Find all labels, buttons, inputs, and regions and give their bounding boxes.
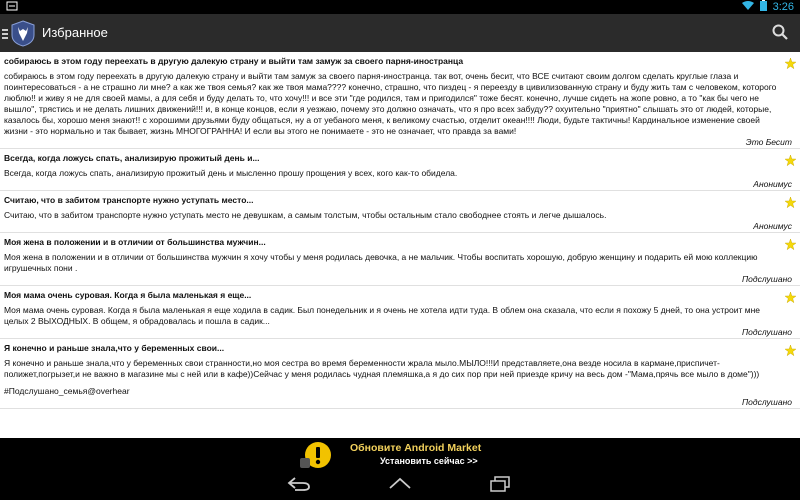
status-time: 3:26 bbox=[772, 1, 794, 13]
list-item[interactable] bbox=[0, 339, 800, 409]
home-icon[interactable] bbox=[388, 476, 412, 497]
item-source: Подслушано bbox=[742, 397, 792, 407]
recent-apps-icon[interactable] bbox=[488, 476, 512, 497]
ad-subtitle: Установить сейчас >> bbox=[380, 456, 478, 466]
star-icon[interactable] bbox=[785, 237, 796, 255]
ad-info-icon[interactable] bbox=[300, 458, 310, 468]
app-logo-icon[interactable] bbox=[10, 19, 36, 52]
item-title: собираюсь в этом году переехать в другую далекую страну и выйти там замуж за своего парня-иностранца bbox=[4, 56, 464, 66]
item-title: Моя мама очень суровая. Когда я была маленькая я еще... bbox=[4, 290, 252, 300]
item-text: Всегда, когда ложусь спать, анализирую прожитый день и мысленно прошу прощения у всех, кого как-то обидела. bbox=[4, 168, 458, 178]
menu-icon[interactable] bbox=[2, 26, 8, 44]
list-item[interactable] bbox=[0, 191, 800, 233]
list-item[interactable] bbox=[0, 233, 800, 286]
item-source: Анонимус bbox=[753, 221, 792, 231]
favorites-list[interactable] bbox=[0, 52, 800, 439]
item-text: собираюсь в этом году переехать в другую далекую страну и выйти там замуж за своего парня-иностранца. так вот, очень бесит, что ВСЕ считают своим долгом сделать круглые глаза и поинтересоваться - а не страшно ли мне? а как же твоя семья? как же твоя мама???? конечно, страшно, что пиздец - я переезду в цивилизованную страну и буду жить там с человеком, которого люблю!! и живу я не для своей мамы, а для себя и буду делать то, что хочу!!! и все эти "где родился, там и пригодился" тоже бесят. конечно, лучше сидеть на жопе ровно, а то "как бы чего не вышло", трястись и не делать лишних движений!!! и, в конце концов, если я уезжаю, почему это должно означать, что я про всех забуду?? охуительно "приятно" слышать это от людей, которые, казалось бы, хорошо меня знают!! с хорошими друзьями буду общаться, ну а от уебаного меня, к великому счастью, отделит океан!!!! Люди, будьте тактичны! Кардинальное изменение своей жизни - это нормально и так бывает, жизнь МНОГОГРАННА! И если вы этого не понимаете - это не означает, что правда за вами! bbox=[4, 71, 777, 136]
item-source: Подслушано bbox=[742, 274, 792, 284]
item-text: Моя мама очень суровая. Когда я была маленькая я еще ходила в садик. Был понедельник и я очень не хотела идти туда. В облем она сказала, что если я похожу 5 дней, то она устроит мне целых 2 ВЫХОДНЫХ. В общем, я обрадовалась и пошла в садик... bbox=[4, 305, 760, 326]
item-title: Считаю, что в забитом транспорте нужно уступать место... bbox=[4, 195, 254, 205]
wifi-icon bbox=[742, 1, 754, 14]
list-item[interactable] bbox=[0, 52, 800, 149]
star-icon[interactable] bbox=[785, 290, 796, 308]
navigation-bar bbox=[0, 470, 800, 500]
back-icon[interactable] bbox=[287, 476, 311, 497]
star-icon[interactable] bbox=[785, 56, 796, 74]
star-icon[interactable] bbox=[785, 343, 796, 361]
battery-icon bbox=[760, 0, 767, 14]
item-text: Я конечно и раньше знала,что у беременных свои странности,но моя сестра во время беременности жрала мыло.МЫЛО!!!И представляете,она везде носила в кармане,приспичет-полижет,погрызет,и не важно в магазине мы с ней или в кафе))Сейчас у меня родилась чудная племяшка,а я до сих пор при ней приезде кричу на весь дом -"Мама,прячь все мыло в доме"))) bbox=[4, 358, 760, 379]
page-title: Избранное bbox=[42, 25, 108, 40]
item-title: Я конечно и раньше знала,что у беременных свои... bbox=[4, 343, 225, 353]
item-title: Моя жена в положении и в отличии от большинства мужчин... bbox=[4, 237, 266, 247]
ad-banner[interactable] bbox=[300, 438, 500, 470]
item-hashtag: #Подслушано_семья@overhear bbox=[4, 386, 130, 396]
item-text: Считаю, что в забитом транспорте нужно уступать место не девушкам, а самым толстым, чтобы остальным стало свободнее стоять и легче дышалось. bbox=[4, 210, 607, 220]
item-source: Подслушано bbox=[742, 327, 792, 337]
search-icon[interactable] bbox=[772, 24, 788, 45]
notification-icon bbox=[6, 1, 18, 14]
list-item[interactable] bbox=[0, 286, 800, 339]
item-source: Анонимус bbox=[753, 179, 792, 189]
star-icon[interactable] bbox=[785, 195, 796, 213]
status-bar bbox=[0, 0, 800, 14]
item-source: Это Бесит bbox=[745, 137, 792, 147]
action-bar bbox=[0, 14, 800, 52]
star-icon[interactable] bbox=[785, 153, 796, 171]
item-text: Моя жена в положении и в отличии от большинства мужчин я хочу чтобы у меня родилась девочка, а не мальчик. Чтобы воспитать хорошую, добрую женщину и подарить ей мою коллекцию игрушечных пони . bbox=[4, 252, 758, 273]
ad-title: Обновите Android Market bbox=[350, 442, 482, 454]
item-title: Всегда, когда ложусь спать, анализирую прожитый день и... bbox=[4, 153, 260, 163]
list-item[interactable] bbox=[0, 149, 800, 191]
